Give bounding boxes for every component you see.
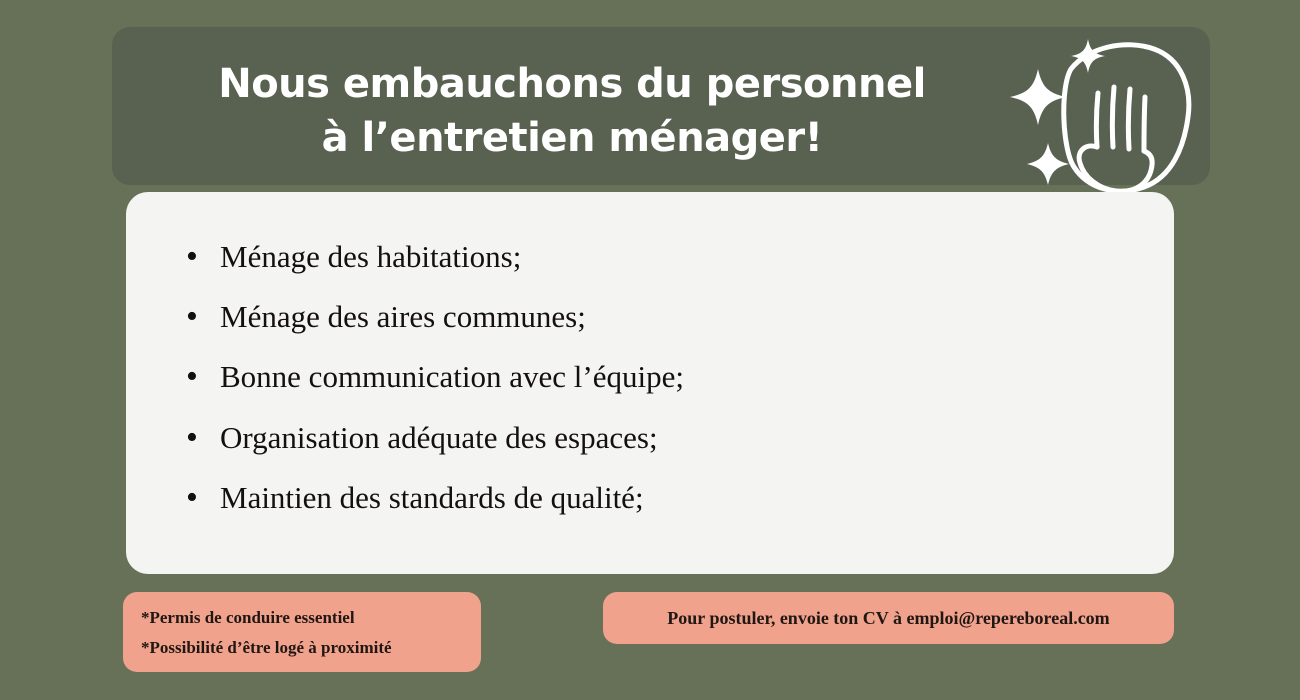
apply-badge[interactable] [603, 592, 1174, 644]
requirements-list [186, 238, 1114, 516]
bullet-icon: • [186, 298, 198, 336]
notes-badge [123, 592, 481, 672]
note-line-1: *Permis de conduire essentiel [141, 608, 355, 627]
page-title [112, 57, 1032, 165]
list-item-label: Organisation adéquate des espaces; [220, 419, 658, 455]
list-item [186, 479, 1114, 516]
list-item-label: Bonne communication avec l’équipe; [220, 359, 684, 395]
list-item [186, 238, 1114, 275]
list-item-label: Ménage des aires communes; [220, 299, 586, 335]
header-banner [112, 27, 1210, 185]
list-item [186, 419, 1114, 456]
list-item [186, 298, 1114, 335]
list-item-label: Ménage des habitations; [220, 239, 522, 274]
title-line-1: Nous embauchons du personnel [218, 61, 926, 107]
bullet-icon: • [186, 238, 198, 275]
bullet-icon: • [186, 358, 198, 396]
title-line-2: à l’entretien ménager! [321, 115, 823, 161]
apply-instructions: Pour postuler, envoie ton CV à emploi@repereboreal.com [667, 607, 1110, 628]
list-item-label: Maintien des standards de qualité; [220, 479, 644, 515]
note-line-2: *Possibilité d’être logé à proximité [141, 637, 392, 657]
bullet-icon: • [186, 418, 198, 456]
list-item [186, 358, 1114, 395]
requirements-card [126, 192, 1174, 574]
bullet-icon: • [186, 478, 198, 516]
